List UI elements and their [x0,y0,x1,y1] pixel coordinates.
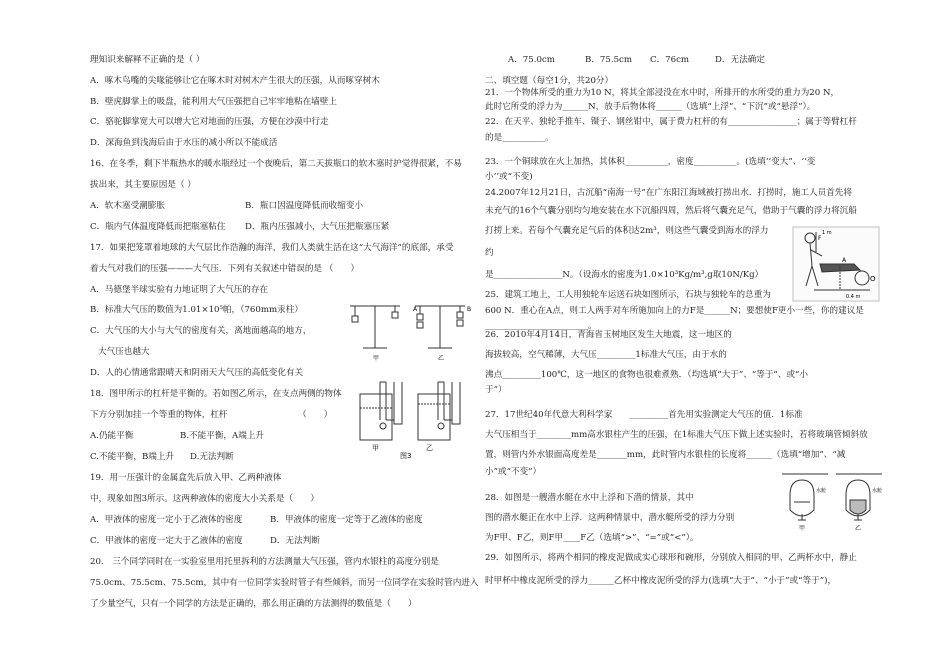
sub-label-water-1: 水舱 [816,488,827,494]
q15-stem: 理知识来解释不正确的是（ ） [90,55,205,65]
q17-option-c-1: C．大气压的大小与大气的密度有关，离地面越高的地方， [90,326,312,336]
sub-label-water-2: 水舱 [872,488,883,494]
q24-stem-2: 未充气的16个气囊分别均匀地安装在水下沉船四周，然后将气囊充足气，借助于气囊的浮力将沉船 [485,206,857,216]
wheelbarrow-figure [792,226,880,302]
q18-option-d: D.无法判断 [190,452,234,462]
lever-figure [345,296,475,366]
q29-stem-2: 时甲杯中橡皮泥所受的浮力______乙杯中橡皮泥所受的浮力(选填“大于”、“小于”或“等于”)， [485,576,837,586]
q15-option-a: A．啄木鸟嘴的尖喙能够让它在啄木时对树木产生很大的压强，从而啄穿树木 [90,76,380,86]
q21-stem-1: 21．一个物体所受的重力为10 N，将其全部浸没在水中时，所排开的水所受的重力为20 N， [485,88,840,98]
q23-stem-2: 小’’或“不变) [485,172,533,182]
q24-stem-3: 打捞上来。若每个气囊充足气后的体积达2m³，则这些气囊受到海水的浮力 [485,226,769,236]
fig3-label-jia: 甲 [372,444,379,452]
q16-option-b: B．瓶口因温度降低而收缩变小 [245,201,364,211]
q19-option-c: C．甲液体的密度一定大于乙液体的密度 [90,536,243,546]
lever-label-b: B [467,306,472,313]
q21-stem-2: 此时它所受的浮力为______N，放手后物体将______（选填“上浮”、“下沉”或“悬浮”）。 [485,102,816,112]
q27-stem-1: 27．17世纪40年代意大利科学家 _________首先用实验测定大气压的值．1标准 [485,410,803,420]
q20-option-a: A．75.0cm [508,55,555,65]
q18-option-b: B.不能平衡，A端上升 [180,431,265,441]
q19-stem-1: 19．用一压强计的金属盒先后放入甲、乙两种液体 [90,473,282,483]
q19-stem-2: 中，现象如图3所示。这两种液体的密度大小关系是（ ） [90,494,319,504]
q24-stem-5: 是________________N。（设海水的密度为1.0×10³Kg/m³,g取10N/Kg） [485,270,764,280]
lever-label-a: A [413,306,418,313]
q27-stem-4: 小”或“不变”） [485,467,542,477]
q20-stem-2: 75.0cm、75.5cm、75.5cm，其中有一位同学实验时管子有些倾斜，而另一位同学在实验时管内进入 [90,578,479,588]
q18-stem-1: 18．图甲所示的杠杆是平衡的。若如图乙所示，在支点两侧的物体 [90,389,342,399]
cart-label-1m: 1 m [822,230,832,236]
q15-option-c: C．骆驼脚掌宽大可以增大它对地面的压强，方便在沙漠中行走 [90,117,329,127]
q16-option-d: D．瓶内压强减小，大气压把瓶塞压紧 [245,222,390,232]
q17-option-d: D．人的心情通常跟晴天和阴雨天大气压的高低变化有关 [90,368,304,378]
q25-stem-3: ________________________。 [485,321,597,331]
q17-stem-1: 17．如果把笼罩着地球的大气层比作浩瀚的海洋，我们人类就生活在这“大气海洋”的底部，承受 [90,243,454,253]
cart-label-a: A [842,257,847,264]
q16-stem-1: 16、在冬季，剩下半瓶热水的暖水瓶经过一个夜晚后，第二天拔瓶口的软木塞时护觉得很紧，不易 [90,159,462,169]
q28-stem-3: 为F甲、F乙，则F甲____F乙（选填“>”、“=”或“<”）。 [485,533,699,543]
q16-option-c: C．瓶内气体温度降低而把瓶塞粘住 [90,222,226,232]
q28-stem-2: 图的潜水艇正在水中上浮．这两种情景中，潜水艇所受的浮力分别 [485,513,735,523]
q25-stem-1: 25．建筑工地上，工人用独轮车运送石块如图所示，石块与独轮车的总重为 [485,290,771,300]
q15-option-b: B．壁虎脚掌上的吸盘，能利用大气压强把自己牢牢地粘在墙壁上 [90,97,337,107]
q20-option-b: B．75.5cm [585,55,633,65]
lever-caption-jia: 甲 [373,355,380,362]
q26-stem-2: 海拔较高，空气稀薄，大气压_________1标准大气压，由于水的 [485,350,727,360]
q17-option-b: B．标准大气压的数值为1.01×10⁵帕，（760mm汞柱） [90,305,303,315]
q16-stem-2: 拔出来，其主要原因是（ ） [90,180,196,190]
q18-stem-2: 下方分别加挂一个等重的物体，杠杆 [90,410,228,420]
section-2-heading: 二、填空题（每空1分，共20分） [485,76,614,86]
q18-stem-bracket: （ ） [298,410,333,420]
q20-stem-3: 了少量空气，只有一个同学的方法是正确的，那么用正确的方法测得的数值是（ ） [90,599,417,609]
q15-option-d: D．深海鱼到浅海后由于水压的减小所以不能成活 [90,138,278,148]
cart-label-f: F [818,235,822,242]
q20-option-c: C．76cm [650,55,690,65]
q18-option-c: C.不能平衡，B端上升 [90,452,175,462]
cart-label-04m: 0.4 m [846,294,861,300]
fig3-caption: 图3 [400,452,412,460]
q19-option-b: B．甲液体的密度一定等于乙液体的密度 [270,515,423,525]
q26-stem-4: 于”） [485,385,507,395]
fig3-label-yi: 乙 [426,444,433,452]
q24-stem-4: 约 [485,248,494,258]
q20-option-d: D．无法确定 [715,55,765,65]
pressure-gauge-figure [350,374,475,460]
q19-option-a: A．甲液体的密度一定小于乙液体的密度 [90,515,243,525]
sub-caption-yi: 乙 [855,525,862,532]
q18-option-a: A.仍能平衡 [90,431,134,441]
q19-option-d: D．无法判断 [270,536,320,546]
sub-caption-jia: 甲 [799,525,806,532]
q23-stem-1: 23．一个铜球放在火上加热，其体积__________，密度__________。(选填‘‘变大”、‘‘变 [485,157,816,167]
q27-stem-3: 置，则管内外水银面高度差是_______mm，此时管内水银柱的长度将______（选填“增加”、“减 [485,450,846,460]
q27-stem-2: 大气压相当于________mm高水银柱产生的压强，在1标准大气压下做上述实验时，若将玻璃管倾斜放 [485,430,868,440]
q17-option-a: A．马德堡半球实验有力地证明了大气压的存在 [90,285,269,295]
q26-stem-1: 26．2010年4月14日，青海省玉树地区发生大地震，这一地区的 [485,330,732,340]
q29-stem-1: 29．如图所示，将两个相同的橡皮泥做成实心球形和碗形，分别放入相同的甲、乙两杯水中，静止 [485,553,857,563]
submarine-figure [780,470,885,532]
cart-label-o: O [870,275,876,283]
q22-stem-2: 的是__________。 [485,133,554,143]
q17-stem-2: 着大气对我们的压强———大气压．下列有关叙述中错误的是 （ ） [90,264,360,274]
q22-stem-1: 22．在天平、独轮手推车、镊子、钢丝钳中，属于费力杠杆的有________________；属于等臂杠杆 [485,117,857,127]
q28-stem-1: 28．如图是一艘潜水艇在水中上浮和下潜的情景，其中 [485,493,694,503]
q24-stem-1: 24.2007年12月21日，古沉船“南海一号”在广东阳江海域被打捞出水．打捞时，施工人员首先将 [485,188,852,198]
q26-stem-3: 沸点_________100℃，这一地区的食物也很难煮熟．（均选填“大于”、“等于”、或“小 [485,370,808,380]
q17-option-c-2: 大气压也越大 [98,347,150,357]
q25-stem-2: 600 N．重心在A点，则工人两手对车所施加向上的力F是______N；要想使F更小一些，你的建议是 [485,306,864,316]
q16-option-a: A．软木塞受潮膨胀 [90,201,165,211]
lever-caption-yi: 乙 [438,355,445,362]
q20-stem-1: 20. 三个同学同时在一实验室里用托里拆利的方法测量大气压强，管内水银柱的高度分别是 [90,557,439,567]
